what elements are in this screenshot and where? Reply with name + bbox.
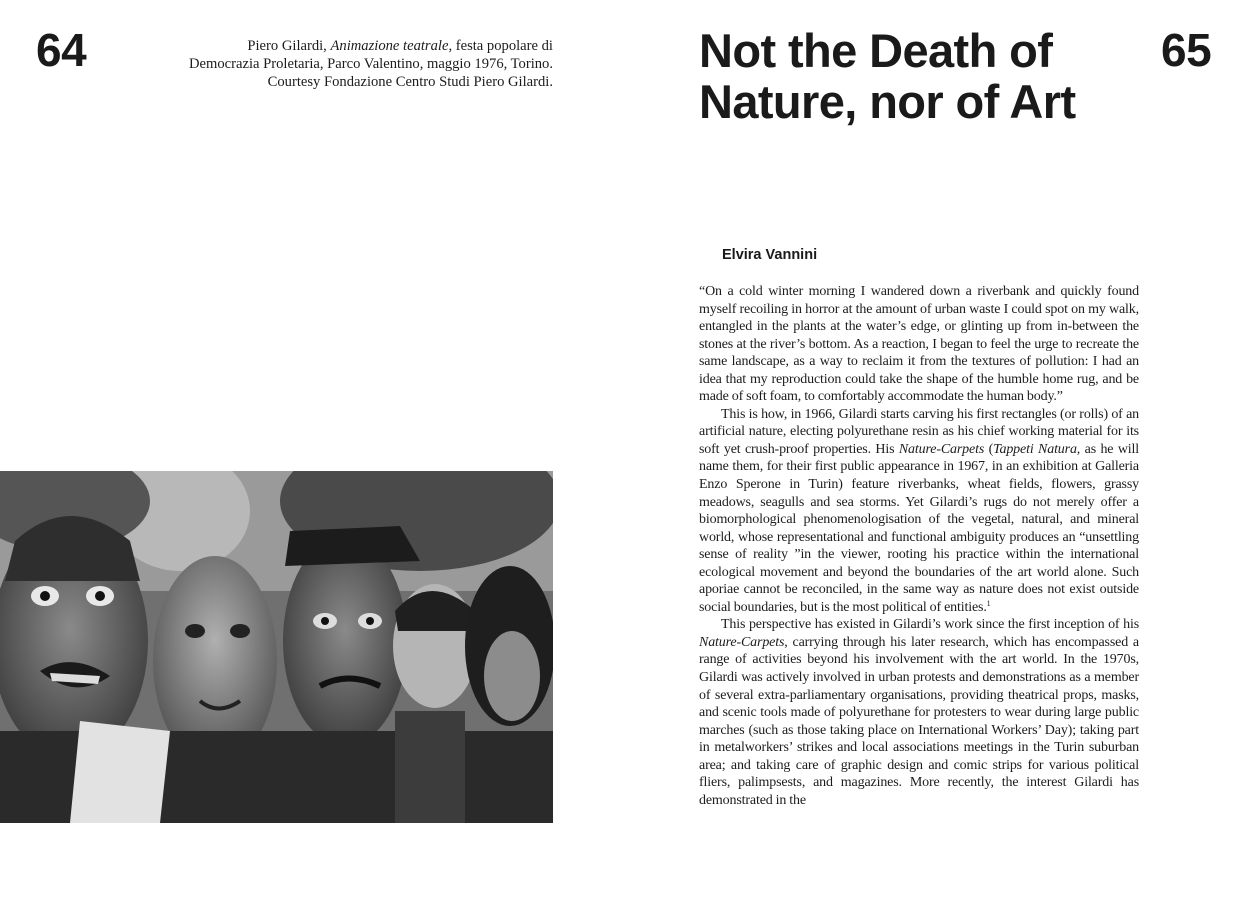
title-line-1: Not the Death of bbox=[699, 24, 1053, 77]
paragraph-2-text: ( bbox=[984, 441, 994, 457]
work-title: Nature-Carpets bbox=[699, 634, 785, 650]
author-name: Elvira Vannini bbox=[722, 247, 818, 263]
caption-line-1 bbox=[150, 37, 553, 55]
caption-text: , festa popolare di bbox=[448, 38, 553, 54]
page-number-left: 64 bbox=[36, 24, 87, 76]
caption-line-3: Courtesy Fondazione Centro Studi Piero Gilardi. bbox=[267, 74, 553, 90]
paragraph-3 bbox=[699, 616, 1139, 809]
paragraph-3-text: This perspective has existed in Gilardi’s work since the first inception of his bbox=[721, 617, 1139, 633]
article-title bbox=[699, 25, 1139, 127]
paragraph-2-text: This is how, in 1966, Gilardi starts carving his first rectangles (or rolls) of an artificial nature, electing polyurethane resin as his chief working material for its soft yet crush-proof properties. His bbox=[699, 406, 1139, 457]
paragraph-2-text: as he will name them, for their first public appearance in 1967, in an exhibition at Galleria Enzo Sperone in Turin) feature riverbanks, wheat fields, flowers, grassy meadows, seagulls and sea storms. Yet Gilardi’s rugs do not merely offer a biomorphological phenomenologisation of the vegetal, natural, and mineral world, whose representational and functional ambiguity produces an “unsettling sense of reality ”in the viewer, rooting his practice within the international ecological movement and beyond the boundaries of the art world alone. Such aporiae cannot be reconciled, in the same way as nature does not exist outside social boundaries, but is the most political of entities. bbox=[699, 441, 1140, 615]
footnote-marker[interactable]: 1 bbox=[986, 598, 991, 608]
title-line-2: Nature, nor of Art bbox=[699, 75, 1076, 128]
paragraph-2 bbox=[699, 406, 1139, 617]
page-number-right: 65 bbox=[1161, 24, 1212, 76]
protest-masks-photo bbox=[0, 471, 553, 823]
work-title-italian: Tappeti Natura, bbox=[993, 441, 1081, 457]
paragraph-3-text: , carrying through his later research, which has encompassed a range of activities beyond his involvement with the art world. In the 1970s, Gilardi was actively involved in urban protests and demonstrations as a member of several extra-parliamentary organisations, providing theatrical props, masks, and scenic tools made of polyurethane for protesters to wear during large public marches (such as those taking place on International Workers’ Day); taking part in metalworkers’ strikes and local associations meetings in the Turin suburban area; and taking care of graphic design and comic strips for various political fliers, palimpsests, and magazines. More recently, the interest Gilardi has demonstrated in the bbox=[699, 634, 1139, 808]
caption-line-2: Democrazia Proletaria, Parco Valentino, maggio 1976, Torino. bbox=[189, 56, 553, 72]
caption-artwork-title: Animazione teatrale bbox=[330, 38, 449, 54]
work-title: Nature-Carpets bbox=[898, 441, 985, 457]
photo-caption bbox=[150, 37, 553, 91]
article-body bbox=[699, 283, 1139, 809]
caption-text: Piero Gilardi, bbox=[247, 38, 331, 54]
paragraph-1: “On a cold winter morning I wandered down a riverbank and quickly found myself recoiling in horror at the amount of urban waste I could spot on my walk, entangled in the plants at the water’s edge, or glinting up from in-between the stones at the river’s bottom. As a reaction, I began to feel the urge to recreate the same landscape, as a way to reclaim it from the textures of pollution: I had an idea that my reproduction could take the shape of the humble home rug, and be made of soft foam, to comfortably accommodate the human body.” bbox=[699, 284, 1139, 405]
